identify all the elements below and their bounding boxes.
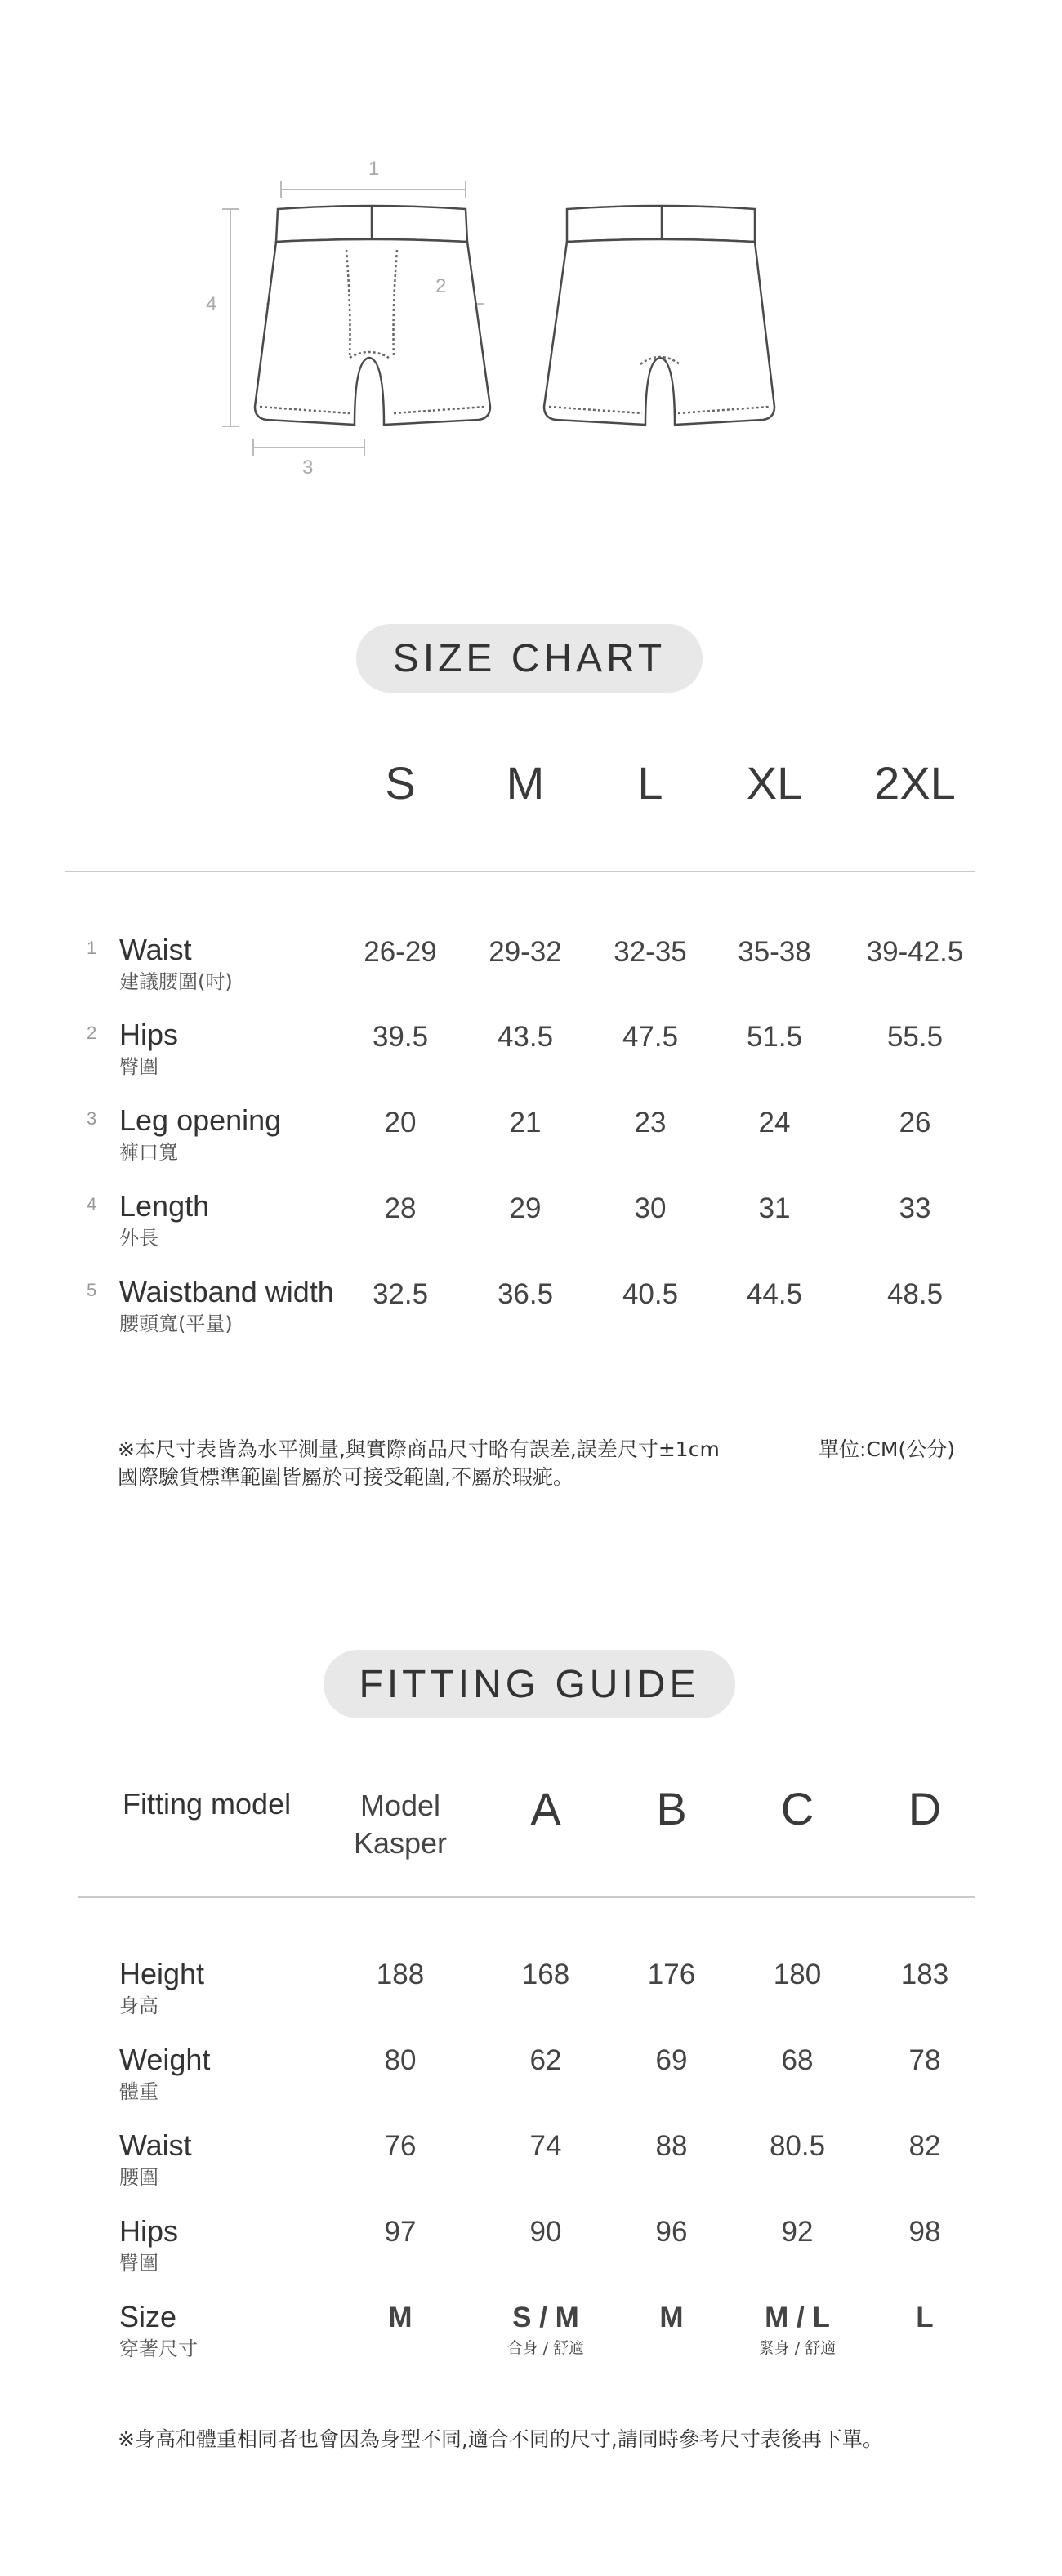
size-col-m: M (506, 757, 545, 809)
measure-label-3: 3 (302, 457, 314, 479)
cell: 47.5 (622, 1021, 679, 1053)
cell: 88 (655, 2130, 688, 2162)
cell: 40.5 (622, 1278, 679, 1310)
cell: 97 (384, 2216, 417, 2248)
cell: 29-32 (489, 936, 562, 968)
cell: 80 (384, 2044, 417, 2076)
model-col-a: A (530, 1783, 561, 1834)
fit-note: 緊身 / 舒適 (758, 2339, 837, 2357)
cell: 82 (908, 2130, 941, 2162)
row-label: Hips (119, 2214, 179, 2248)
shorts-back-illustration (544, 206, 774, 425)
cell: 76 (384, 2130, 417, 2162)
cell: 180 (773, 1959, 822, 1990)
row-number: 2 (87, 1023, 97, 1043)
cell: 51.5 (746, 1021, 803, 1053)
cell: 188 (376, 1959, 425, 1990)
row-sublabel: 腰圍 (119, 2166, 158, 2189)
cell: 39-42.5 (866, 936, 964, 968)
cell: 74 (529, 2130, 562, 2162)
cell: 62 (529, 2044, 562, 2076)
cell: 21 (509, 1107, 542, 1139)
cell: 24 (758, 1107, 791, 1139)
cell: 28 (384, 1192, 417, 1224)
garment-measurement-diagram (0, 0, 1062, 523)
size-chart-divider (65, 871, 975, 872)
cell: 23 (634, 1107, 667, 1139)
row-sublabel: 體重 (119, 2080, 158, 2103)
row-sublabel: 外長 (119, 1227, 158, 1250)
fit-note: 合身 / 舒適 (506, 2339, 585, 2357)
row-label: Waist (119, 2128, 192, 2162)
row-number: 4 (87, 1194, 97, 1214)
cell: 48.5 (886, 1278, 944, 1310)
size-col-2xl: 2XL (874, 757, 956, 809)
size-chart-title: SIZE CHART (356, 624, 703, 693)
measure-label-2: 2 (435, 275, 447, 297)
cell: 55.5 (886, 1021, 944, 1053)
model-col-c: C (780, 1783, 814, 1834)
row-label: Length (119, 1189, 210, 1223)
cell: 183 (900, 1959, 949, 1990)
row-sublabel: 穿著尺寸 (119, 2338, 198, 2360)
cell: M (659, 2302, 684, 2333)
row-label: Leg opening (119, 1103, 282, 1137)
cell: 35-38 (738, 936, 811, 968)
fitting-guide-divider (78, 1896, 975, 1898)
size-col-xl: XL (746, 757, 803, 809)
fitting-guide-note: ※身高和體重相同者也會因為身型不同,適合不同的尺寸,請同時參考尺寸表後再下單。 (118, 2427, 883, 2451)
size-chart-note-line1: ※本尺寸表皆為水平測量,與實際商品尺寸略有誤差,誤差尺寸±1cm (118, 1437, 720, 1461)
cell: 90 (529, 2216, 562, 2248)
model-col-d: D (908, 1783, 942, 1834)
row-number: 5 (87, 1280, 97, 1300)
cell: 20 (384, 1107, 417, 1139)
cell: 80.5 (769, 2130, 826, 2162)
row-label: Waistband width (119, 1275, 334, 1308)
fitting-model-header: Fitting model (123, 1787, 292, 1821)
cell: 26 (899, 1107, 931, 1139)
row-sublabel: 身高 (119, 1994, 158, 2017)
row-number: 3 (87, 1108, 97, 1129)
shorts-front-illustration (255, 206, 490, 425)
model-col-kasper: Model Kasper (353, 1789, 448, 1860)
size-chart-note-line2: 國際驗貨標準範圍皆屬於可接受範圍,不屬於瑕疵。 (118, 1465, 573, 1489)
cell: 68 (781, 2044, 814, 2076)
cell: 92 (781, 2216, 814, 2248)
cell: 33 (899, 1192, 931, 1224)
cell: 78 (908, 2044, 941, 2076)
row-label: Hips (119, 1018, 179, 1051)
cell: M / L (765, 2302, 830, 2333)
cell: L (916, 2302, 934, 2333)
size-col-l: L (637, 757, 663, 809)
fitting-guide-title: FITTING GUIDE (324, 1650, 735, 1718)
cell: 26-29 (364, 936, 437, 968)
row-number: 1 (87, 938, 97, 958)
row-sublabel: 臀圍 (119, 1055, 158, 1078)
cell: 31 (758, 1192, 791, 1224)
cell: 98 (908, 2216, 941, 2248)
cell: 29 (509, 1192, 542, 1224)
row-label: Size (119, 2300, 177, 2333)
measure-label-1: 1 (368, 158, 380, 180)
row-label: Weight (119, 2043, 211, 2076)
row-sublabel: 臀圍 (119, 2252, 158, 2275)
cell: 44.5 (746, 1278, 803, 1310)
cell: 32-35 (614, 936, 687, 968)
size-chart-unit-note: 單位:CM(公分) (819, 1437, 955, 1461)
row-sublabel: 褲口寬 (119, 1141, 178, 1164)
cell: 30 (634, 1192, 667, 1224)
cell: 39.5 (372, 1021, 429, 1053)
row-label: Waist (119, 933, 192, 966)
cell: 176 (647, 1959, 696, 1990)
cell: 69 (655, 2044, 688, 2076)
row-label: Height (119, 1957, 205, 1990)
row-sublabel: 建議腰圍(吋) (119, 970, 233, 993)
cell: M (388, 2302, 413, 2333)
cell: 96 (655, 2216, 688, 2248)
model-col-b: B (656, 1783, 687, 1834)
cell: S / M (512, 2302, 579, 2333)
size-col-s: S (385, 757, 416, 809)
measure-label-4: 4 (206, 293, 217, 315)
cell: 168 (521, 1959, 570, 1990)
cell: 43.5 (497, 1021, 554, 1053)
row-sublabel: 腰頭寬(平量) (119, 1313, 233, 1335)
cell: 36.5 (497, 1278, 554, 1310)
cell: 32.5 (372, 1278, 429, 1310)
